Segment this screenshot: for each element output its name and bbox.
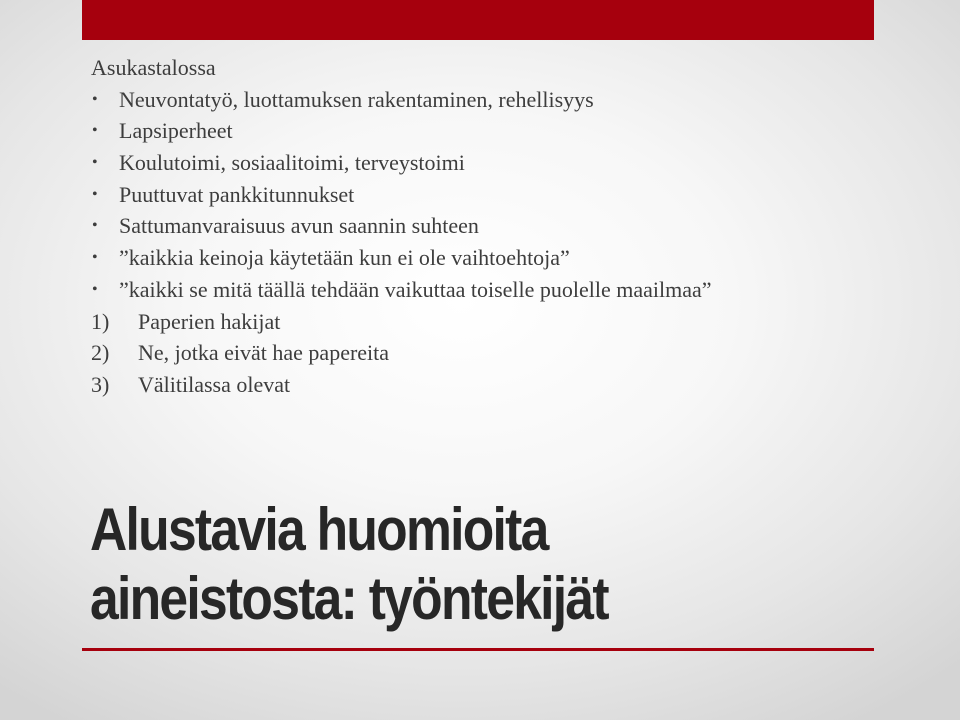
bottom-accent-rule bbox=[82, 648, 874, 651]
bullet-text: Puuttuvat pankkitunnukset bbox=[119, 181, 355, 207]
bullet-text: Sattumanvaraisuus avun saannin suhteen bbox=[119, 213, 479, 239]
bullet-item bbox=[91, 179, 891, 211]
bullet-icon: • bbox=[92, 249, 98, 267]
content-heading: Asukastalossa bbox=[91, 55, 216, 80]
bullet-icon: • bbox=[92, 217, 98, 235]
bullet-icon: • bbox=[92, 90, 98, 108]
bullet-icon: • bbox=[92, 185, 98, 203]
number-marker: 3) bbox=[91, 371, 110, 397]
bullet-icon: • bbox=[92, 280, 98, 298]
number-marker: 1) bbox=[91, 308, 110, 334]
bullet-item bbox=[91, 242, 891, 274]
numbered-text: Välitilassa olevat bbox=[138, 371, 291, 397]
bullet-text: ”kaikkia keinoja käytetään kun ei ole vaihtoehtoja” bbox=[119, 245, 570, 271]
numbered-item bbox=[91, 369, 891, 401]
bullet-icon: • bbox=[92, 154, 98, 172]
slide-content bbox=[91, 52, 891, 401]
bullet-text: Koulutoimi, sosiaalitoimi, terveystoimi bbox=[119, 150, 465, 176]
number-marker: 2) bbox=[91, 340, 110, 366]
bullet-item bbox=[91, 274, 891, 306]
slide-title bbox=[90, 495, 778, 633]
top-accent-bar bbox=[82, 0, 874, 40]
title-line: aineistosta: työntekijät bbox=[90, 565, 608, 632]
title-line: Alustavia huomioita bbox=[90, 496, 548, 563]
bullet-item bbox=[91, 147, 891, 179]
numbered-item bbox=[91, 337, 891, 369]
bullet-item bbox=[91, 115, 891, 147]
bullet-text: Lapsiperheet bbox=[119, 118, 233, 144]
bullet-item bbox=[91, 84, 891, 116]
numbered-item bbox=[91, 306, 891, 338]
bullet-icon: • bbox=[92, 122, 98, 140]
numbered-text: Paperien hakijat bbox=[138, 308, 281, 334]
bullet-text: ”kaikki se mitä täällä tehdään vaikuttaa toiselle puolelle maailmaa” bbox=[119, 276, 712, 302]
bullet-text: Neuvontatyö, luottamuksen rakentaminen, rehellisyys bbox=[119, 86, 594, 112]
bullet-item bbox=[91, 210, 891, 242]
numbered-text: Ne, jotka eivät hae papereita bbox=[138, 340, 390, 366]
